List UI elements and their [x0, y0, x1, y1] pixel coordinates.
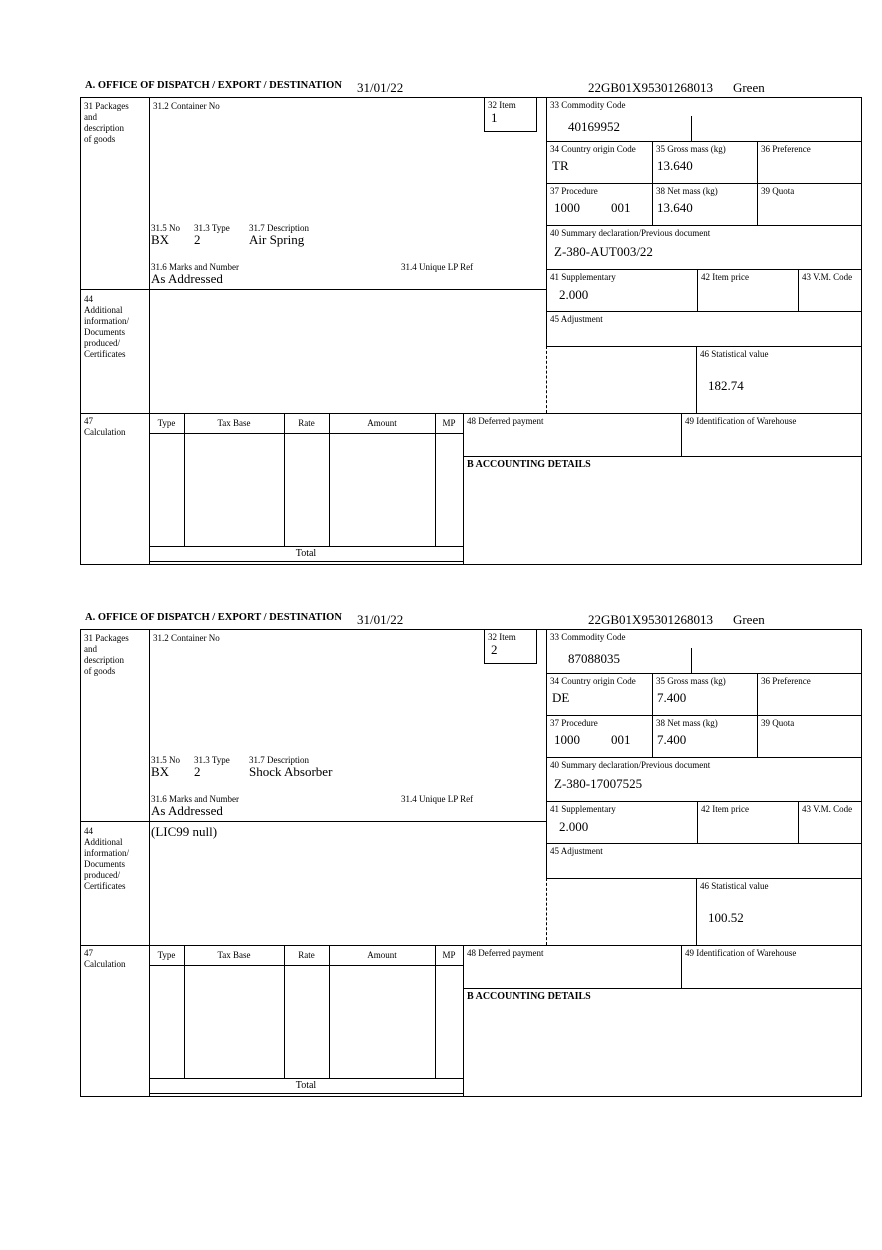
gross-mass-value: 7.400 — [657, 690, 687, 705]
accounting-details-label: B ACCOUNTING DETAILS — [467, 459, 591, 470]
form-line — [697, 801, 698, 843]
box40-label: 40 Summary declaration/Previous document — [550, 228, 711, 238]
col-tax-base-label: Tax Base — [217, 950, 251, 960]
box42-label: 42 Item price — [701, 804, 749, 814]
form-line — [757, 183, 758, 225]
form-line — [546, 346, 862, 347]
item-block-2 — [80, 612, 862, 1098]
declaration-reference — [588, 612, 765, 628]
declaration-item-form — [80, 97, 862, 565]
box36-label: 36 Preference — [761, 676, 811, 686]
box31-2-label: 31.2 Container No — [153, 633, 220, 643]
box33-label: 33 Commodity Code — [550, 632, 626, 642]
form-line — [149, 546, 463, 547]
box36-label: 36 Preference — [761, 144, 811, 154]
package-count-value: 2 — [194, 764, 201, 779]
statistical-value: 182.74 — [708, 378, 744, 393]
box33-label: 33 Commodity Code — [550, 100, 626, 110]
mrn-value: 22GB01X95301268013 — [588, 80, 713, 95]
col-amount-label: Amount — [367, 418, 397, 428]
form-line — [546, 183, 862, 184]
marks-value: As Addressed — [151, 803, 223, 818]
box43-label: 43 V.M. Code — [802, 804, 853, 814]
form-line — [546, 225, 862, 226]
routing-value: Green — [732, 80, 765, 95]
box38-label: 38 Net mass (kg) — [656, 186, 718, 196]
declaration-date: 31/01/22 — [357, 612, 404, 627]
form-line — [484, 663, 537, 664]
country-origin-value: DE — [552, 690, 570, 705]
procedure-extra-value: 001 — [611, 200, 631, 215]
box31-4-label: 31.4 Unique LP Ref — [401, 794, 474, 804]
procedure-value: 1000 — [554, 200, 580, 215]
box31-label: 31 Packages and description of goods — [84, 633, 129, 676]
box31-5-label: 31.5 No — [151, 223, 180, 233]
form-line — [81, 413, 861, 414]
box45-label: 45 Adjustment — [550, 846, 603, 856]
form-line — [149, 433, 463, 434]
box49-label: 49 Identification of Warehouse — [685, 948, 797, 958]
net-mass-value: 7.400 — [657, 732, 687, 747]
supplementary-value: 2.000 — [559, 819, 589, 834]
form-line — [546, 843, 862, 844]
box39-label: 39 Quota — [761, 718, 795, 728]
item-number-value: 2 — [491, 642, 498, 657]
marks-value: As Addressed — [151, 271, 223, 286]
package-count-value: 2 — [194, 232, 201, 247]
box32-label: 32 Item — [488, 632, 516, 642]
box46-label: 46 Statistical value — [700, 349, 769, 359]
form-line — [546, 673, 862, 674]
form-line — [536, 98, 537, 131]
box47-label: 47 Calculation — [84, 416, 126, 437]
box41-label: 41 Supplementary — [550, 272, 616, 282]
box31-5-label: 31.5 No — [151, 755, 180, 765]
package-kind-value: BX — [151, 232, 170, 247]
form-line — [149, 1078, 463, 1079]
box35-label: 35 Gross mass (kg) — [656, 144, 726, 154]
commodity-code-divider — [691, 116, 692, 141]
office-of-dispatch-label: A. OFFICE OF DISPATCH / EXPORT / DESTINATION — [85, 80, 342, 91]
package-kind-value: BX — [151, 764, 170, 779]
col-mp-label: MP — [442, 418, 456, 428]
form-line — [757, 715, 758, 757]
supplementary-value: 2.000 — [559, 287, 589, 302]
box42-label: 42 Item price — [701, 272, 749, 282]
additional-info-value: (LIC99 null) — [151, 824, 218, 839]
col-type-label: Type — [157, 950, 176, 960]
box31-2-label: 31.2 Container No — [153, 101, 220, 111]
form-line — [546, 715, 862, 716]
box39-label: 39 Quota — [761, 186, 795, 196]
form-line — [149, 98, 150, 564]
box47-label: 47 Calculation — [84, 948, 126, 969]
goods-description-value: Shock Absorber — [249, 764, 333, 779]
form-line — [652, 141, 653, 183]
col-amount-label: Amount — [367, 950, 397, 960]
form-line — [798, 269, 799, 311]
mrn-value: 22GB01X95301268013 — [588, 612, 713, 627]
form-line — [546, 801, 862, 802]
form-line — [652, 673, 653, 715]
box37-label: 37 Procedure — [550, 718, 598, 728]
form-line — [81, 289, 546, 290]
commodity-code-value: 40169952 — [568, 119, 620, 134]
form-line — [81, 821, 546, 822]
box49-label: 49 Identification of Warehouse — [685, 416, 797, 426]
form-line — [463, 413, 464, 564]
box48-label: 48 Deferred payment — [467, 416, 544, 426]
accounting-details-label: B ACCOUNTING DETAILS — [467, 991, 591, 1002]
form-line — [696, 878, 697, 945]
box31-4-label: 31.4 Unique LP Ref — [401, 262, 474, 272]
form-line — [546, 141, 862, 142]
item-block-1 — [80, 80, 862, 566]
form-line — [757, 673, 758, 715]
col-type-label: Type — [157, 418, 176, 428]
box31-7-label: 31.7 Description — [249, 755, 309, 765]
form-line — [546, 630, 547, 878]
form-line — [463, 456, 861, 457]
routing-value: Green — [732, 612, 765, 627]
office-of-dispatch-label: A. OFFICE OF DISPATCH / EXPORT / DESTINATION — [85, 612, 342, 623]
form-line — [463, 945, 464, 1096]
form-line — [484, 98, 485, 131]
form-line — [681, 413, 682, 456]
item-number-value: 1 — [491, 110, 498, 125]
form-line — [652, 715, 653, 757]
dashed-line — [546, 878, 547, 945]
box32-label: 32 Item — [488, 100, 516, 110]
form-line — [149, 965, 463, 966]
previous-document-value: Z-380-AUT003/22 — [554, 244, 653, 259]
dashed-line — [546, 346, 547, 413]
declaration-date: 31/01/22 — [357, 80, 404, 95]
form-line — [463, 988, 861, 989]
total-label: Total — [295, 548, 317, 559]
box31-label: 31 Packages and description of goods — [84, 101, 129, 144]
form-line — [798, 801, 799, 843]
box34-label: 34 Country origin Code — [550, 676, 636, 686]
box44-label: 44 Additional information/ Documents produced/ Certificates — [84, 294, 129, 359]
statistical-value: 100.52 — [708, 910, 744, 925]
form-line — [696, 346, 697, 413]
box31-6-label: 31.6 Marks and Number — [151, 262, 239, 272]
box40-label: 40 Summary declaration/Previous document — [550, 760, 711, 770]
country-origin-value: TR — [552, 158, 569, 173]
form-line — [757, 141, 758, 183]
previous-document-value: Z-380-17007525 — [554, 776, 643, 791]
box38-label: 38 Net mass (kg) — [656, 718, 718, 728]
form-line — [681, 945, 682, 988]
box31-3-label: 31.3 Type — [194, 755, 230, 765]
form-line — [546, 98, 547, 346]
box45-label: 45 Adjustment — [550, 314, 603, 324]
form-line — [484, 131, 537, 132]
net-mass-value: 13.640 — [657, 200, 693, 215]
form-line — [484, 630, 485, 663]
box31-6-label: 31.6 Marks and Number — [151, 794, 239, 804]
col-tax-base-label: Tax Base — [217, 418, 251, 428]
box34-label: 34 Country origin Code — [550, 144, 636, 154]
form-line — [546, 269, 862, 270]
procedure-value: 1000 — [554, 732, 580, 747]
form-line — [149, 561, 463, 562]
form-line — [546, 878, 862, 879]
form-line — [149, 630, 150, 1096]
form-line — [697, 269, 698, 311]
declaration-item-form — [80, 629, 862, 1097]
col-rate-label: Rate — [298, 418, 315, 428]
box46-label: 46 Statistical value — [700, 881, 769, 891]
box35-label: 35 Gross mass (kg) — [656, 676, 726, 686]
commodity-code-value: 87088035 — [568, 651, 620, 666]
form-line — [652, 183, 653, 225]
box31-3-label: 31.3 Type — [194, 223, 230, 233]
gross-mass-value: 13.640 — [657, 158, 693, 173]
col-rate-label: Rate — [298, 950, 315, 960]
form-line — [546, 757, 862, 758]
box41-label: 41 Supplementary — [550, 804, 616, 814]
box37-label: 37 Procedure — [550, 186, 598, 196]
form-line — [546, 311, 862, 312]
commodity-code-divider — [691, 648, 692, 673]
box31-7-label: 31.7 Description — [249, 223, 309, 233]
box44-label: 44 Additional information/ Documents produced/ Certificates — [84, 826, 129, 891]
col-mp-label: MP — [442, 950, 456, 960]
form-line — [81, 945, 861, 946]
form-line — [536, 630, 537, 663]
box48-label: 48 Deferred payment — [467, 948, 544, 958]
total-label: Total — [295, 1080, 317, 1091]
declaration-reference — [588, 80, 765, 96]
procedure-extra-value: 001 — [611, 732, 631, 747]
form-line — [149, 1093, 463, 1094]
goods-description-value: Air Spring — [249, 232, 305, 247]
box43-label: 43 V.M. Code — [802, 272, 853, 282]
